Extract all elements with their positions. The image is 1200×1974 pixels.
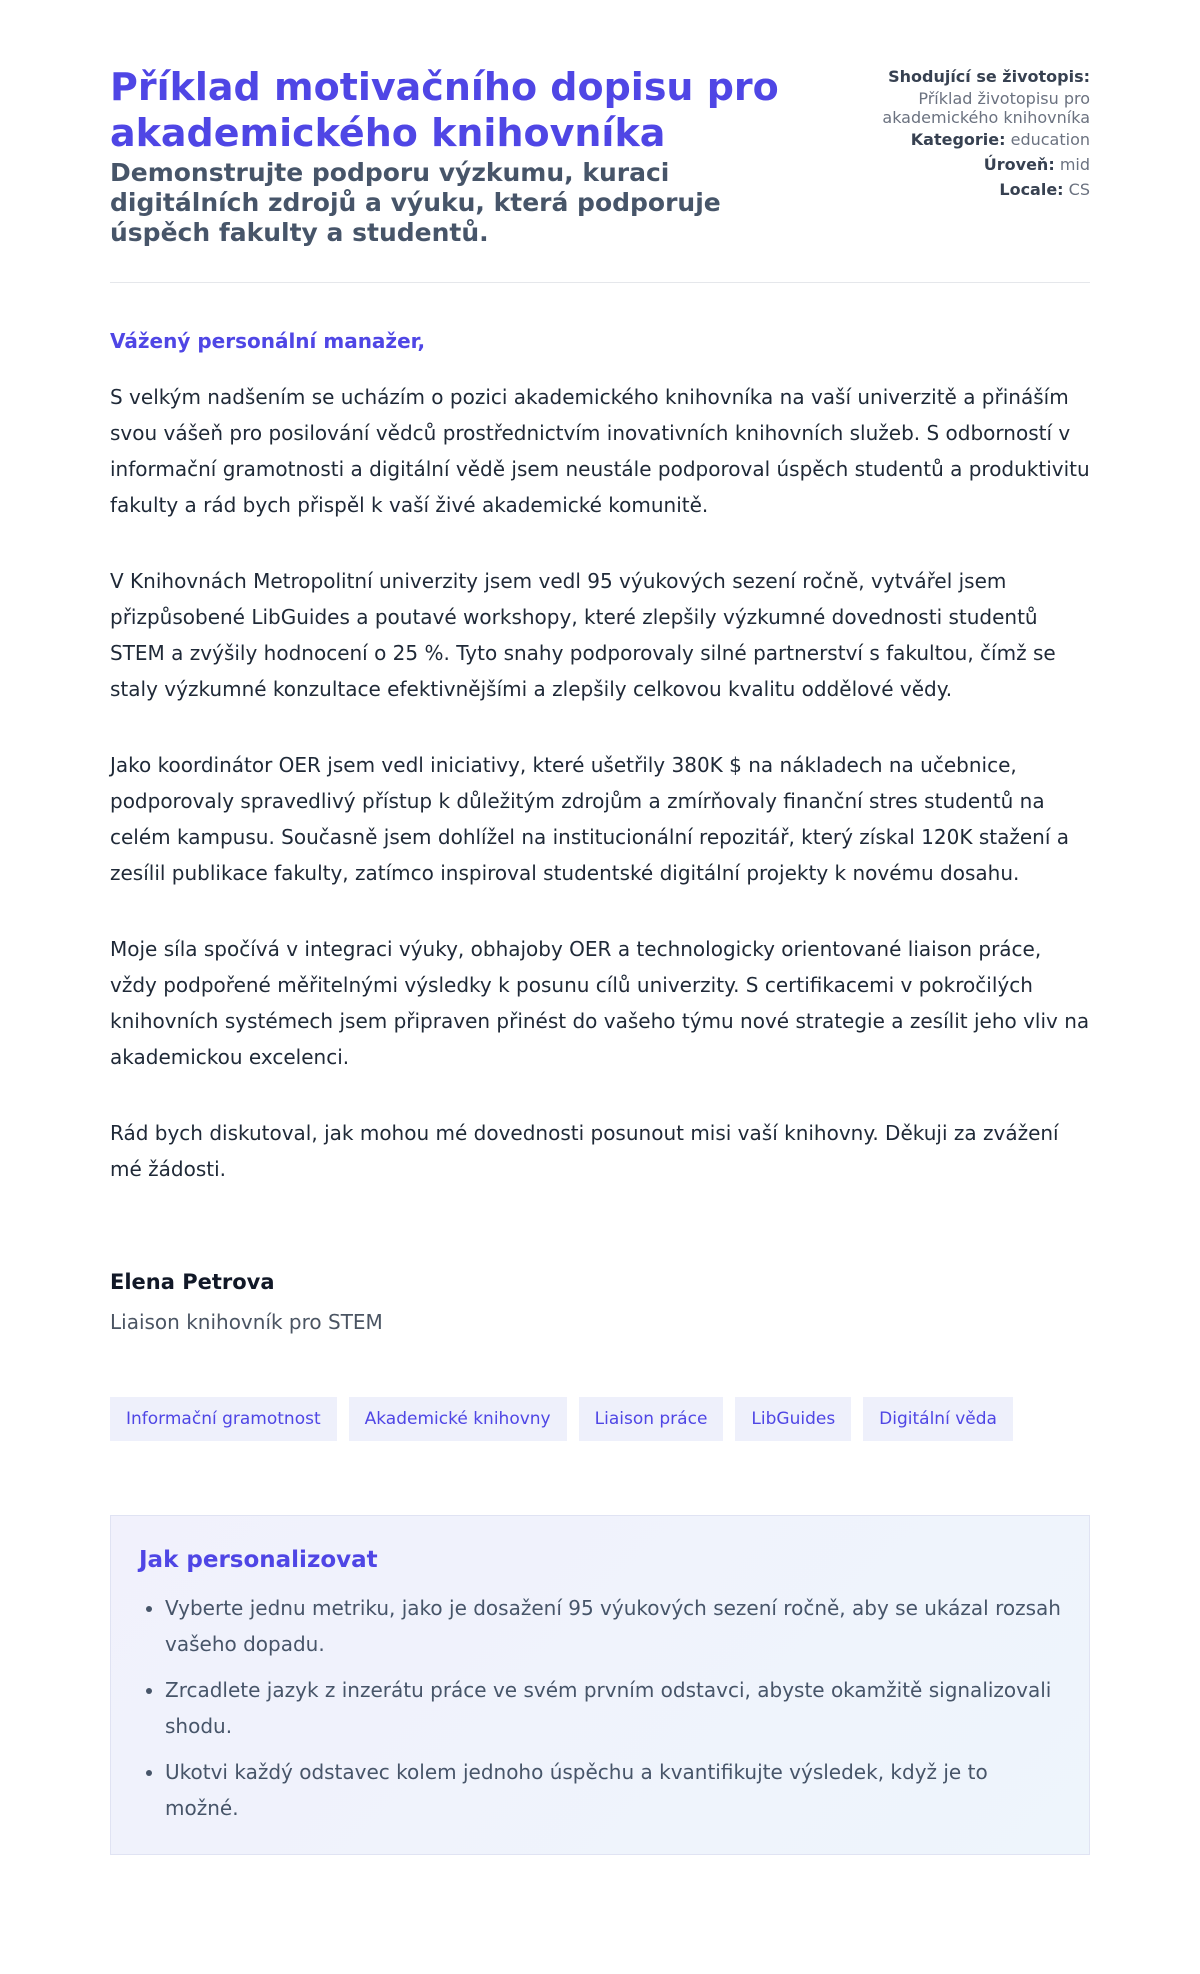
letter-paragraph: V Knihovnách Metropolitní univerzity jsem vedl 95 výukových sezení ročně, vytvářel jsem přizpůsobené LibGuides a poutavé workshopy, které zlepšily výzkumné dovednosti studentů STEM a zvýšily hodnocení o 25 %. Tyto snahy podporovaly silné partnerství s fakultou, čímž se staly výzkumné konzultace efektivnějšími a zlepšily celkovou kvalitu oddělové vědy. (110, 569, 1056, 701)
meta-panel (830, 64, 1090, 202)
personalization-tips (110, 1515, 1090, 1855)
skill-tag[interactable]: Akademické knihovny (349, 1397, 567, 1441)
skill-tag[interactable]: LibGuides (735, 1397, 851, 1441)
skill-tag[interactable]: Digitální věda (863, 1397, 1013, 1441)
meta-level-value: mid (1059, 155, 1090, 174)
tip-item: • Vyberte jednu metriku, jako je dosažení 95 výukových sezení ročně, aby se ukázal rozsah vašeho dopadu. (165, 1590, 1061, 1662)
header-title-block (110, 64, 810, 248)
tips-title: Jak personalizovat (139, 1547, 378, 1573)
letter-paragraph: Jako koordinátor OER jsem vedl iniciativy, které ušetřily 380K $ na nákladech na učebnice, podporovaly spravedlivý přístup k důležitým zdrojům a zmírňovaly finanční stres studentů na celém kampusu. Současně jsem dohlížel na institucionální repozitář, který získal 120K stažení a zesílil publikace fakulty, zatímco inspiroval studentské digitální projekty k novému dosahu. (110, 753, 1069, 885)
letter-salutation: Vážený personální manažer, (110, 329, 426, 353)
meta-resume-label: Shodující se životopis: (888, 67, 1090, 86)
page-subtitle: Demonstrujte podporu výzkumu, kuraci digitálních zdrojů a výuku, která podporuje úspěch fakulty a studentů. (110, 158, 721, 247)
meta-category-label: Kategorie: (910, 130, 1006, 149)
meta-level-label: Úroveň: (983, 155, 1055, 174)
page-header (110, 64, 1090, 283)
page-title: Příklad motivačního dopisu pro akademického knihovníka (110, 65, 779, 155)
meta-resume (830, 64, 1090, 127)
meta-category (830, 127, 1090, 152)
meta-locale (830, 177, 1090, 202)
tips-list (139, 1590, 1061, 1826)
meta-category-value: education (1010, 130, 1090, 149)
meta-locale-value: CS (1068, 180, 1090, 199)
letter-paragraph: Rád bych diskutoval, jak mohou mé dovednosti posunout misi vaší knihovny. Děkuji za zvážení mé žádosti. (110, 1121, 1059, 1181)
skill-tag[interactable]: Liaison práce (579, 1397, 724, 1441)
skill-tag[interactable]: Informační gramotnost (110, 1397, 337, 1441)
meta-level (830, 152, 1090, 177)
letter-paragraph: S velkým nadšením se ucházím o pozici akademického knihovníka na vaší univerzitě a přináším svou vášeň pro posilování vědců prostřednictvím inovativních knihovních služeb. S odborností v informační gramotnosti a digitální vědě jsem neustále podporoval úspěch studentů a produktivitu fakulty a rád bych přispěl k vaší živé akademické komunitě. (110, 385, 1090, 517)
tip-item: • Ukotvi každý odstavec kolem jednoho úspěchu a kvantifikujte výsledek, když je to možné. (165, 1754, 1061, 1826)
signature-role: Liaison knihovník pro STEM (110, 1310, 383, 1334)
tip-item: • Zrcadlete jazyk z inzerátu práce ve svém prvním odstavci, abyste okamžitě signalizovali shodu. (165, 1672, 1061, 1744)
skill-tags (110, 1397, 1090, 1441)
meta-locale-label: Locale: (999, 180, 1064, 199)
signature-block (110, 1267, 1090, 1337)
meta-resume-value[interactable]: Příklad životopisu pro akademického knihovníka (882, 89, 1090, 127)
signature-name: Elena Petrova (110, 1270, 275, 1294)
letter-paragraph: Moje síla spočívá v integraci výuky, obhajoby OER a technologicky orientované liaison práce, vždy podpořené měřitelnými výsledky k posunu cílů univerzity. S certifikacemi v pokročilých knihovních systémech jsem připraven přinést do vašeho týmu nové strategie a zesílit jeho vliv na akademickou excelenci. (110, 937, 1090, 1069)
cover-letter-page (110, 0, 1090, 1855)
